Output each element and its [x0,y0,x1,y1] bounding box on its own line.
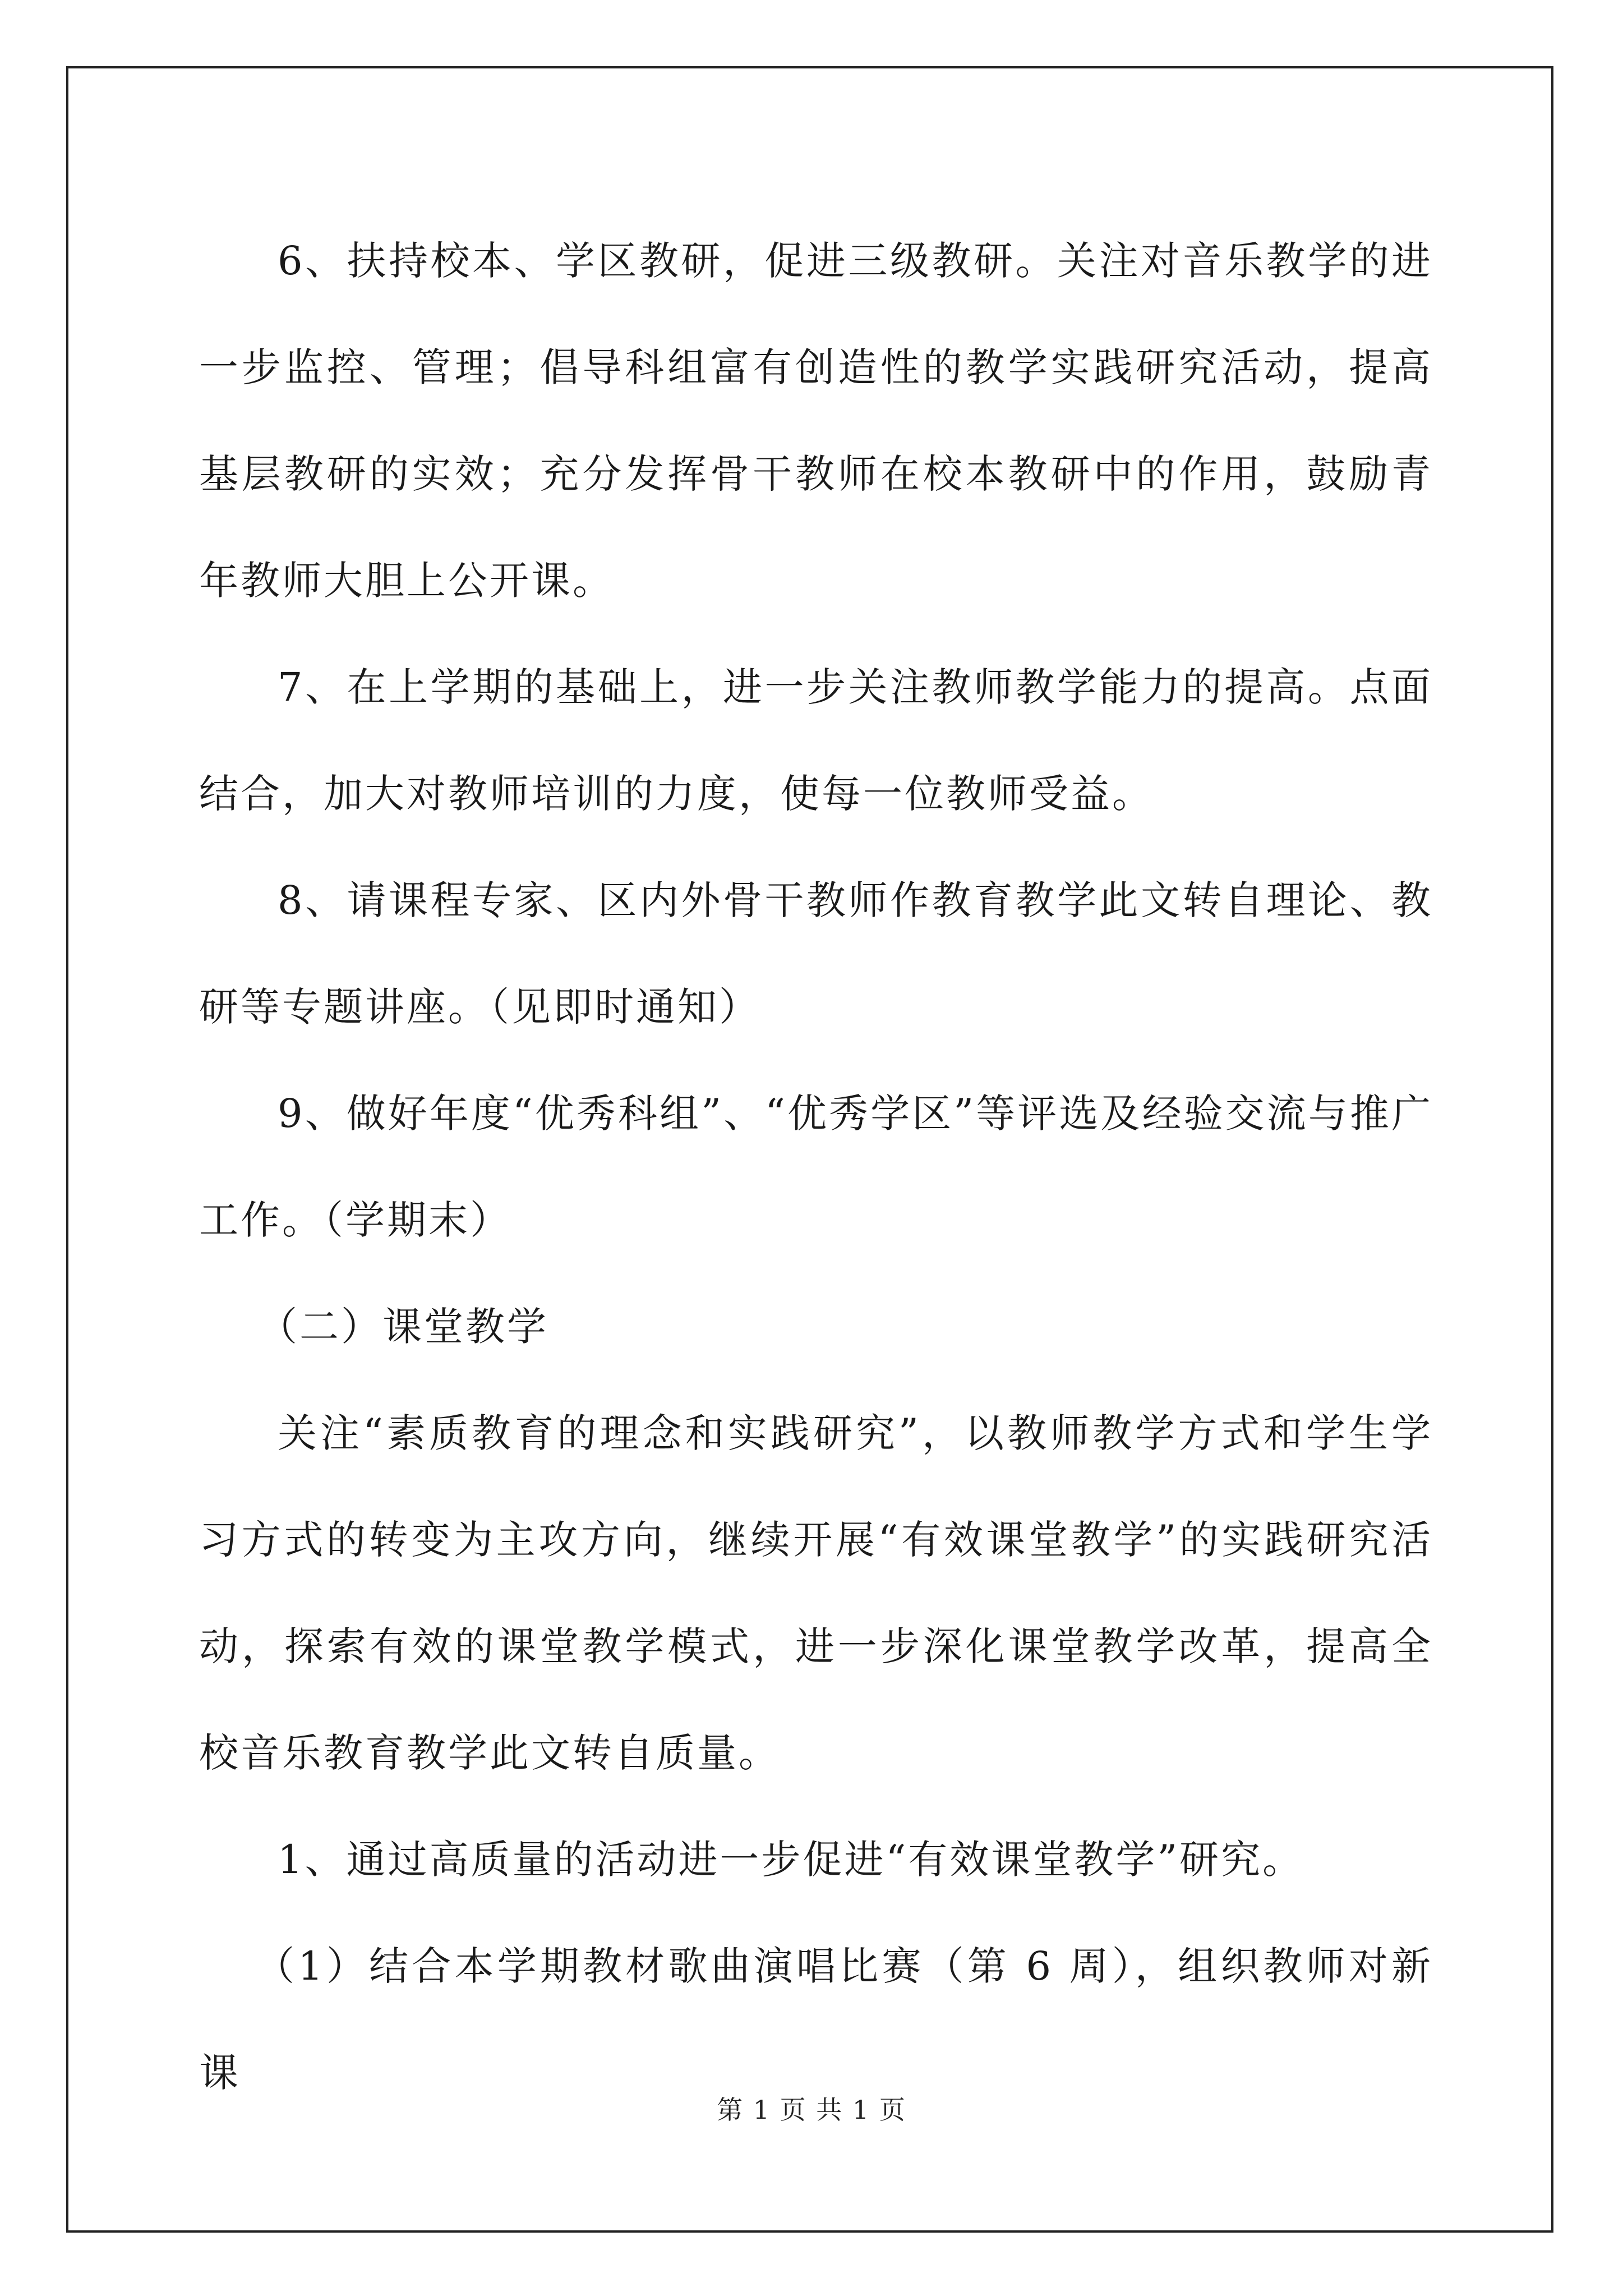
document-body [199,208,1433,2126]
page-number-footer: 第 1 页 共 1 页 [717,2095,906,2125]
paragraph-item-7: 7、在上学期的基础上，进一步关注教师教学能力的提高。点面结合，加大对教师培训的力度，使每一位教师受益。 [199,664,1433,817]
section-heading-classroom-teaching: （二）课堂教学 [258,1304,548,1350]
paragraph-item-1: 1、通过高质量的活动进一步促进“有效课堂教学”研究。 [278,1837,1304,1883]
paragraph-item-9: 9、做好年度“优秀科组”、“优秀学区”等评选及经验交流与推广工作。（学期末） [199,1091,1433,1243]
paragraph-item-8: 8、请课程专家、区内外骨干教师作教育教学此文转自理论、教研等专题讲座。（见即时通知） [199,877,1433,1030]
paragraph-item-6: 6、扶持校本、学区教研，促进三级教研。关注对音乐教学的进一步监控、管理；倡导科组富有创造性的教学实践研究活动，提高基层教研的实效；充分发挥骨干教师在校本教研中的作用，鼓励青年教师大胆上公开课。 [199,238,1433,604]
paragraph-subitem-1: （1）结合本学期教材歌曲演唱比赛（第 6 周），组织教师对新课 [199,1943,1433,2096]
paragraph-classroom-focus: 关注“素质教育的理念和实践研究”，以教师教学方式和学生学习方式的转变为主攻方向，继续开展“有效课堂教学”的实践研究活动，探索有效的课堂教学模式，进一步深化课堂教学改革，提高全校音乐教育教学此文转自质量。 [199,1410,1433,1776]
